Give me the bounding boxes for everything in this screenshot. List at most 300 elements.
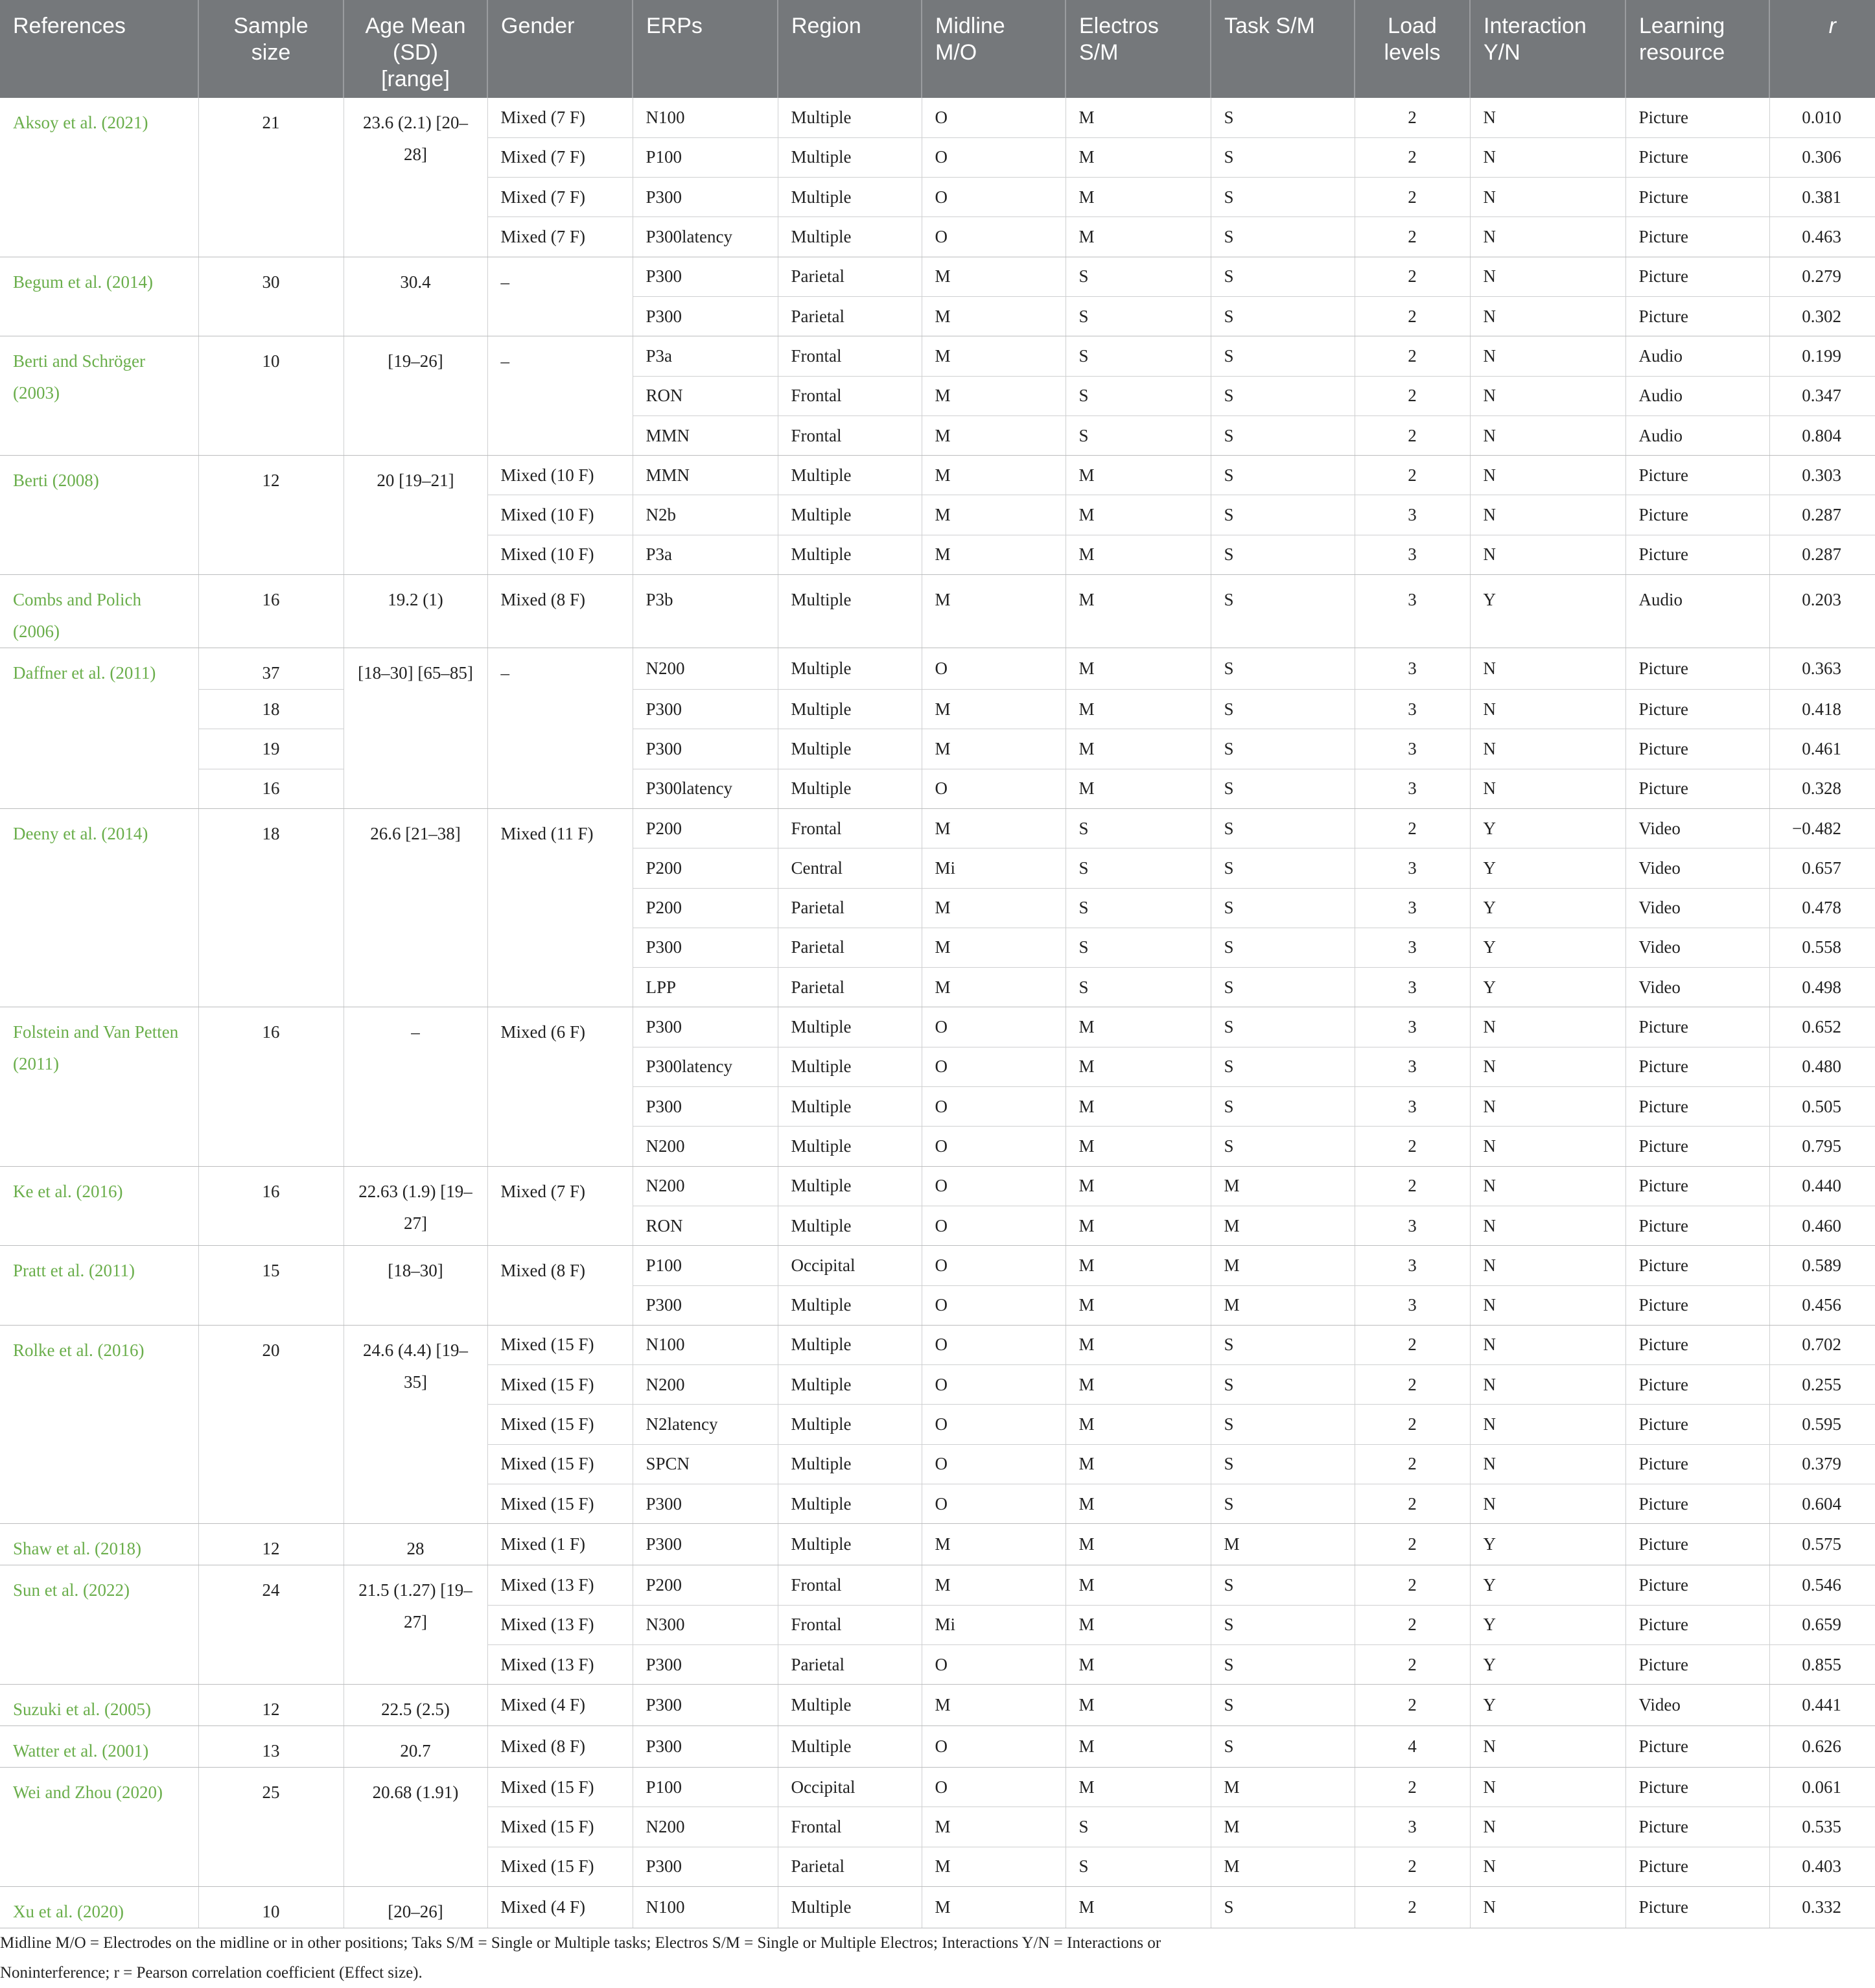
learning-resource-cell: Picture (1625, 1847, 1769, 1886)
electros-cell: S (1066, 848, 1211, 888)
age-cell: [18–30] [65–85] (344, 648, 487, 809)
electros-cell: M (1066, 1127, 1211, 1166)
reference-link[interactable]: Berti (2008) (0, 456, 198, 575)
erp-cell: P300 (633, 1726, 778, 1768)
midline-cell: O (922, 1285, 1066, 1325)
midline-cell: O (922, 217, 1066, 257)
learning-resource-cell: Picture (1625, 1405, 1769, 1444)
table-row (0, 98, 1875, 137)
task-cell: M (1211, 1206, 1355, 1245)
r-value-cell: 0.010 (1769, 98, 1875, 137)
learning-resource-cell: Picture (1625, 1768, 1769, 1807)
header-interaction: Interaction Y/N (1470, 0, 1625, 98)
erp-cell: P3a (633, 336, 778, 376)
interaction-cell: N (1470, 178, 1625, 217)
gender-cell: Mixed (10 F) (487, 535, 633, 574)
midline-cell: O (922, 178, 1066, 217)
header-electros: Electros S/M (1066, 0, 1211, 98)
age-cell: [20–26] (344, 1887, 487, 1928)
sample-size-cell: 12 (198, 456, 344, 575)
r-value-cell: 0.535 (1769, 1807, 1875, 1847)
learning-resource-cell: Picture (1625, 1127, 1769, 1166)
interaction-cell: N (1470, 1484, 1625, 1524)
erp-cell: P100 (633, 1768, 778, 1807)
electros-cell: S (1066, 1807, 1211, 1847)
load-levels-cell: 2 (1355, 296, 1470, 336)
interaction-cell: Y (1470, 888, 1625, 928)
interaction-cell: N (1470, 1246, 1625, 1285)
erp-cell: P300 (633, 1644, 778, 1684)
erp-cell: RON (633, 1206, 778, 1245)
erp-cell: P300 (633, 296, 778, 336)
electros-cell: M (1066, 1644, 1211, 1684)
sample-size-cell: 25 (198, 1768, 344, 1887)
gender-cell: Mixed (10 F) (487, 495, 633, 535)
r-value-cell: 0.061 (1769, 1768, 1875, 1807)
midline-cell: O (922, 1726, 1066, 1768)
load-levels-cell: 3 (1355, 729, 1470, 769)
age-cell: 19.2 (1) (344, 575, 487, 648)
interaction-cell: N (1470, 1807, 1625, 1847)
midline-cell: M (922, 456, 1066, 495)
table-row (0, 1325, 1875, 1364)
task-cell: S (1211, 1644, 1355, 1684)
midline-cell: O (922, 1405, 1066, 1444)
task-cell: S (1211, 535, 1355, 574)
r-value-cell: 0.595 (1769, 1405, 1875, 1444)
interaction-cell: Y (1470, 848, 1625, 888)
gender-cell: Mixed (6 F) (487, 1007, 633, 1166)
sample-size-cell: 12 (198, 1524, 344, 1565)
learning-resource-cell: Picture (1625, 535, 1769, 574)
midline-cell: O (922, 648, 1066, 690)
gender-cell: Mixed (7 F) (487, 1166, 633, 1246)
interaction-cell: N (1470, 729, 1625, 769)
region-cell: Parietal (778, 257, 922, 296)
reference-link[interactable]: Berti and Schröger (2003) (0, 336, 198, 456)
region-cell: Multiple (778, 729, 922, 769)
task-cell: S (1211, 1484, 1355, 1524)
learning-resource-cell: Picture (1625, 1807, 1769, 1847)
table-row (0, 1768, 1875, 1807)
task-cell: M (1211, 1847, 1355, 1886)
header-row (0, 0, 1875, 98)
task-cell: S (1211, 1325, 1355, 1364)
interaction-cell: Y (1470, 1565, 1625, 1605)
reference-link[interactable]: Suzuki et al. (2005) (0, 1685, 198, 1726)
learning-resource-cell: Picture (1625, 1285, 1769, 1325)
erp-cell: N200 (633, 1166, 778, 1206)
r-value-cell: 0.347 (1769, 376, 1875, 415)
region-cell: Multiple (778, 1405, 922, 1444)
interaction-cell: N (1470, 98, 1625, 137)
region-cell: Frontal (778, 1605, 922, 1644)
erp-cell: P100 (633, 137, 778, 177)
reference-link[interactable]: Shaw et al. (2018) (0, 1524, 198, 1565)
r-value-cell: 0.855 (1769, 1644, 1875, 1684)
age-cell: 28 (344, 1524, 487, 1565)
task-cell: S (1211, 1127, 1355, 1166)
load-levels-cell: 2 (1355, 1685, 1470, 1726)
midline-cell: M (922, 535, 1066, 574)
sample-size-cell: 21 (198, 98, 344, 257)
erp-cell: N2b (633, 495, 778, 535)
learning-resource-cell: Picture (1625, 1166, 1769, 1206)
table-row (0, 648, 1875, 690)
region-cell: Multiple (778, 98, 922, 137)
load-levels-cell: 2 (1355, 1127, 1470, 1166)
load-levels-cell: 2 (1355, 1166, 1470, 1206)
age-cell: 21.5 (1.27) [19–27] (344, 1565, 487, 1685)
load-levels-cell: 3 (1355, 1047, 1470, 1086)
reference-link[interactable]: Deeny et al. (2014) (0, 808, 198, 1007)
task-cell: M (1211, 1166, 1355, 1206)
region-cell: Parietal (778, 1847, 922, 1886)
electros-cell: S (1066, 336, 1211, 376)
erp-cell: P300latency (633, 1047, 778, 1086)
task-cell: S (1211, 1726, 1355, 1768)
region-cell: Multiple (778, 1365, 922, 1405)
learning-resource-cell: Picture (1625, 217, 1769, 257)
learning-resource-cell: Picture (1625, 257, 1769, 296)
r-value-cell: 0.255 (1769, 1365, 1875, 1405)
r-value-cell: 0.461 (1769, 729, 1875, 769)
header-erps: ERPs (633, 0, 778, 98)
electros-cell: M (1066, 1405, 1211, 1444)
learning-resource-cell: Picture (1625, 648, 1769, 690)
task-cell: S (1211, 415, 1355, 455)
load-levels-cell: 2 (1355, 808, 1470, 848)
table-row (0, 575, 1875, 648)
electros-cell: M (1066, 1887, 1211, 1928)
interaction-cell: N (1470, 1166, 1625, 1206)
task-cell: S (1211, 1047, 1355, 1086)
task-cell: S (1211, 1565, 1355, 1605)
gender-cell: – (487, 648, 633, 809)
gender-cell: Mixed (4 F) (487, 1685, 633, 1726)
age-cell: 24.6 (4.4) [19–35] (344, 1325, 487, 1523)
region-cell: Multiple (778, 456, 922, 495)
r-value-cell: 0.403 (1769, 1847, 1875, 1886)
reference-link[interactable]: Begum et al. (2014) (0, 257, 198, 336)
erp-cell: N200 (633, 1365, 778, 1405)
interaction-cell: Y (1470, 1605, 1625, 1644)
load-levels-cell: 3 (1355, 968, 1470, 1007)
electros-cell: M (1066, 1565, 1211, 1605)
task-cell: S (1211, 888, 1355, 928)
age-cell: 22.63 (1.9) [19–27] (344, 1166, 487, 1246)
region-cell: Multiple (778, 1524, 922, 1565)
load-levels-cell: 3 (1355, 690, 1470, 729)
table-row (0, 690, 1875, 729)
midline-cell: M (922, 928, 1066, 967)
interaction-cell: N (1470, 1206, 1625, 1245)
gender-cell: Mixed (7 F) (487, 178, 633, 217)
electros-cell: M (1066, 535, 1211, 574)
region-cell: Parietal (778, 928, 922, 967)
reference-link[interactable]: Xu et al. (2020) (0, 1887, 198, 1928)
electros-cell: M (1066, 1007, 1211, 1047)
electros-cell: M (1066, 178, 1211, 217)
learning-resource-cell: Picture (1625, 1644, 1769, 1684)
load-levels-cell: 2 (1355, 1325, 1470, 1364)
learning-resource-cell: Picture (1625, 98, 1769, 137)
task-cell: S (1211, 495, 1355, 535)
midline-cell: O (922, 1206, 1066, 1245)
electros-cell: M (1066, 1325, 1211, 1364)
header-gender: Gender (487, 0, 633, 98)
electros-cell: S (1066, 928, 1211, 967)
midline-cell: M (922, 376, 1066, 415)
region-cell: Occipital (778, 1768, 922, 1807)
learning-resource-cell: Picture (1625, 1444, 1769, 1484)
learning-resource-cell: Picture (1625, 729, 1769, 769)
erp-cell: P100 (633, 1246, 778, 1285)
sample-size-cell: 24 (198, 1565, 344, 1685)
region-cell: Frontal (778, 1565, 922, 1605)
electros-cell: S (1066, 1847, 1211, 1886)
region-cell: Parietal (778, 968, 922, 1007)
table-row (0, 769, 1875, 808)
load-levels-cell: 2 (1355, 1565, 1470, 1605)
load-levels-cell: 2 (1355, 1605, 1470, 1644)
interaction-cell: N (1470, 137, 1625, 177)
electros-cell: M (1066, 1484, 1211, 1524)
task-cell: S (1211, 1685, 1355, 1726)
load-levels-cell: 4 (1355, 1726, 1470, 1768)
header-learning-resource: Learning resource (1625, 0, 1769, 98)
header-r: r (1769, 0, 1875, 98)
task-cell: M (1211, 1807, 1355, 1847)
r-value-cell: 0.795 (1769, 1127, 1875, 1166)
interaction-cell: N (1470, 1047, 1625, 1086)
region-cell: Multiple (778, 217, 922, 257)
reference-link[interactable]: Watter et al. (2001) (0, 1726, 198, 1768)
sample-size-cell: 18 (198, 690, 344, 729)
reference-link[interactable]: Ke et al. (2016) (0, 1166, 198, 1246)
region-cell: Multiple (778, 1484, 922, 1524)
erp-cell: P300 (633, 1007, 778, 1047)
r-value-cell: 0.441 (1769, 1685, 1875, 1726)
r-value-cell: 0.363 (1769, 648, 1875, 690)
gender-cell: Mixed (1 F) (487, 1524, 633, 1565)
load-levels-cell: 2 (1355, 1644, 1470, 1684)
midline-cell: O (922, 137, 1066, 177)
electros-cell: S (1066, 376, 1211, 415)
interaction-cell: Y (1470, 575, 1625, 648)
reference-link[interactable]: Combs and Polich (2006) (0, 575, 198, 648)
midline-cell: O (922, 1444, 1066, 1484)
load-levels-cell: 2 (1355, 1405, 1470, 1444)
interaction-cell: N (1470, 1127, 1625, 1166)
load-levels-cell: 3 (1355, 1807, 1470, 1847)
r-value-cell: 0.657 (1769, 848, 1875, 888)
midline-cell: M (922, 1565, 1066, 1605)
load-levels-cell: 3 (1355, 648, 1470, 690)
task-cell: S (1211, 376, 1355, 415)
gender-cell: Mixed (15 F) (487, 1484, 633, 1524)
midline-cell: M (922, 1887, 1066, 1928)
erp-cell: P300latency (633, 217, 778, 257)
midline-cell: M (922, 888, 1066, 928)
r-value-cell: 0.328 (1769, 769, 1875, 808)
load-levels-cell: 3 (1355, 1007, 1470, 1047)
region-cell: Frontal (778, 376, 922, 415)
region-cell: Multiple (778, 1206, 922, 1245)
r-value-cell: 0.604 (1769, 1484, 1875, 1524)
electros-cell: M (1066, 1206, 1211, 1245)
electros-cell: M (1066, 1047, 1211, 1086)
erp-cell: N200 (633, 1807, 778, 1847)
interaction-cell: N (1470, 257, 1625, 296)
load-levels-cell: 3 (1355, 575, 1470, 648)
age-cell: 26.6 [21–38] (344, 808, 487, 1007)
electros-cell: M (1066, 1605, 1211, 1644)
sample-size-cell: 37 (198, 648, 344, 690)
reference-link[interactable]: Aksoy et al. (2021) (0, 98, 198, 257)
sample-size-cell: 13 (198, 1726, 344, 1768)
header-references: References (0, 0, 198, 98)
electros-cell: M (1066, 98, 1211, 137)
sample-size-cell: 10 (198, 336, 344, 456)
r-value-cell: −0.482 (1769, 808, 1875, 848)
midline-cell: M (922, 336, 1066, 376)
r-value-cell: 0.589 (1769, 1246, 1875, 1285)
interaction-cell: Y (1470, 928, 1625, 967)
reference-link[interactable]: Wei and Zhou (2020) (0, 1768, 198, 1887)
table-row (0, 1166, 1875, 1206)
age-cell: 23.6 (2.1) [20–28] (344, 98, 487, 257)
table-row (0, 336, 1875, 376)
table-row (0, 1524, 1875, 1565)
erp-cell: N100 (633, 98, 778, 137)
midline-cell: M (922, 1685, 1066, 1726)
electros-cell: M (1066, 729, 1211, 769)
reference-link[interactable]: Pratt et al. (2011) (0, 1246, 198, 1326)
reference-link[interactable]: Daffner et al. (2011) (0, 648, 198, 809)
header-task: Task S/M (1211, 0, 1355, 98)
learning-resource-cell: Picture (1625, 1605, 1769, 1644)
gender-cell: Mixed (15 F) (487, 1847, 633, 1886)
header-load-levels: Load levels (1355, 0, 1470, 98)
erp-cell: LPP (633, 968, 778, 1007)
interaction-cell: N (1470, 535, 1625, 574)
r-value-cell: 0.456 (1769, 1285, 1875, 1325)
electros-cell: S (1066, 808, 1211, 848)
learning-resource-cell: Picture (1625, 1206, 1769, 1245)
midline-cell: O (922, 1047, 1066, 1086)
r-value-cell: 0.498 (1769, 968, 1875, 1007)
erp-cell: P300 (633, 1847, 778, 1886)
interaction-cell: Y (1470, 1644, 1625, 1684)
age-cell: 20.7 (344, 1726, 487, 1768)
electros-cell: M (1066, 1685, 1211, 1726)
region-cell: Frontal (778, 415, 922, 455)
gender-cell: Mixed (11 F) (487, 808, 633, 1007)
electros-cell: S (1066, 296, 1211, 336)
midline-cell: M (922, 1524, 1066, 1565)
task-cell: S (1211, 848, 1355, 888)
midline-cell: O (922, 1007, 1066, 1047)
age-cell: 30.4 (344, 257, 487, 336)
midline-cell: M (922, 257, 1066, 296)
reference-link[interactable]: Folstein and Van Petten (2011) (0, 1007, 198, 1166)
electros-cell: M (1066, 690, 1211, 729)
age-cell: – (344, 1007, 487, 1166)
electros-cell: M (1066, 1365, 1211, 1405)
sample-size-cell: 20 (198, 1325, 344, 1523)
load-levels-cell: 2 (1355, 336, 1470, 376)
r-value-cell: 0.478 (1769, 888, 1875, 928)
reference-link[interactable]: Sun et al. (2022) (0, 1565, 198, 1685)
task-cell: S (1211, 1605, 1355, 1644)
task-cell: M (1211, 1285, 1355, 1325)
learning-resource-cell: Picture (1625, 1007, 1769, 1047)
load-levels-cell: 2 (1355, 257, 1470, 296)
learning-resource-cell: Picture (1625, 1726, 1769, 1768)
region-cell: Occipital (778, 1246, 922, 1285)
gender-cell: Mixed (10 F) (487, 456, 633, 495)
interaction-cell: N (1470, 456, 1625, 495)
reference-link[interactable]: Rolke et al. (2016) (0, 1325, 198, 1523)
learning-resource-cell: Picture (1625, 456, 1769, 495)
region-cell: Multiple (778, 1444, 922, 1484)
table-row (0, 1726, 1875, 1768)
r-value-cell: 0.287 (1769, 535, 1875, 574)
interaction-cell: N (1470, 1726, 1625, 1768)
erp-cell: P200 (633, 848, 778, 888)
interaction-cell: Y (1470, 1524, 1625, 1565)
electros-cell: M (1066, 1166, 1211, 1206)
load-levels-cell: 3 (1355, 848, 1470, 888)
task-cell: S (1211, 928, 1355, 967)
r-value-cell: 0.558 (1769, 928, 1875, 967)
erp-cell: N200 (633, 648, 778, 690)
r-value-cell: 0.659 (1769, 1605, 1875, 1644)
learning-resource-cell: Audio (1625, 575, 1769, 648)
task-cell: S (1211, 1887, 1355, 1928)
sample-size-cell: 16 (198, 769, 344, 808)
r-value-cell: 0.463 (1769, 217, 1875, 257)
midline-cell: M (922, 296, 1066, 336)
electros-cell: S (1066, 257, 1211, 296)
learning-resource-cell: Video (1625, 848, 1769, 888)
header-age: Age Mean (SD) [range] (344, 0, 487, 98)
task-cell: S (1211, 769, 1355, 808)
midline-cell: O (922, 1325, 1066, 1364)
midline-cell: O (922, 98, 1066, 137)
erp-cell: RON (633, 376, 778, 415)
load-levels-cell: 2 (1355, 178, 1470, 217)
learning-resource-cell: Picture (1625, 1246, 1769, 1285)
gender-cell: Mixed (15 F) (487, 1768, 633, 1807)
r-value-cell: 0.480 (1769, 1047, 1875, 1086)
interaction-cell: N (1470, 1365, 1625, 1405)
gender-cell: Mixed (13 F) (487, 1565, 633, 1605)
interaction-cell: N (1470, 1325, 1625, 1364)
sample-size-cell: 15 (198, 1246, 344, 1326)
load-levels-cell: 2 (1355, 137, 1470, 177)
midline-cell: M (922, 575, 1066, 648)
erp-cell: N100 (633, 1887, 778, 1928)
region-cell: Multiple (778, 1007, 922, 1047)
load-levels-cell: 2 (1355, 1444, 1470, 1484)
midline-cell: O (922, 1127, 1066, 1166)
load-levels-cell: 2 (1355, 217, 1470, 257)
region-cell: Multiple (778, 535, 922, 574)
interaction-cell: N (1470, 1285, 1625, 1325)
midline-cell: O (922, 1246, 1066, 1285)
